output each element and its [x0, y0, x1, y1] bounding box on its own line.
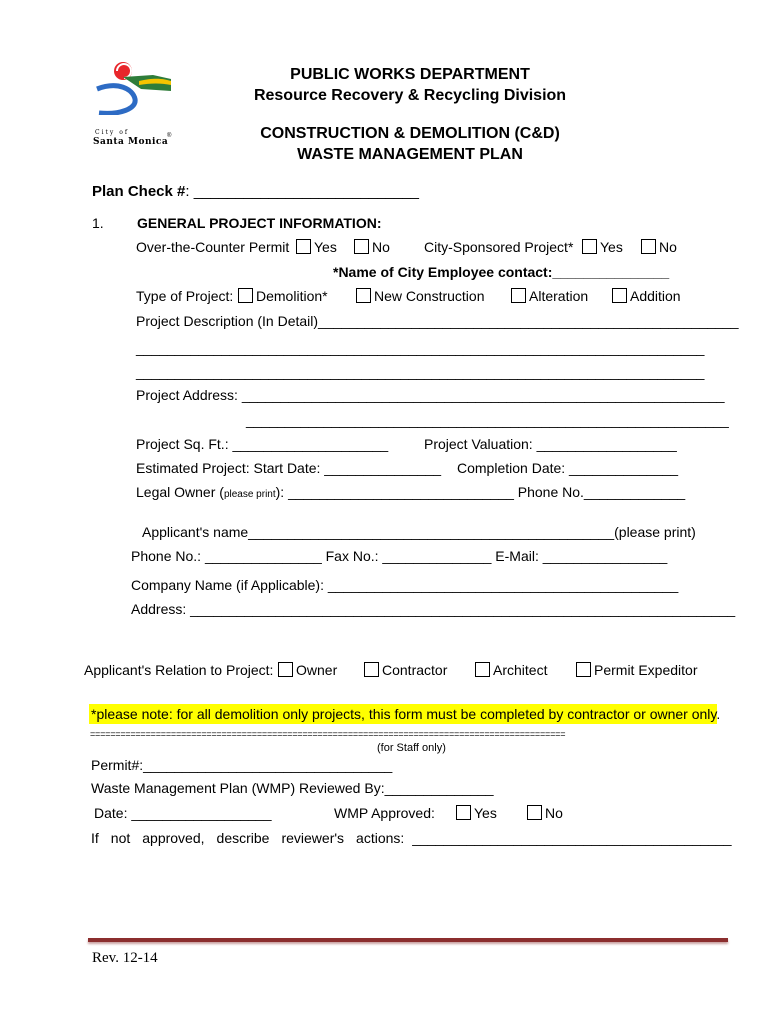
- type-addition-checkbox[interactable]: [612, 288, 627, 303]
- logo-city-of: City of: [95, 129, 130, 136]
- city-yes-checkbox[interactable]: [582, 239, 597, 254]
- type-demolition-option[interactable]: [238, 288, 328, 304]
- plan-check-colon: :: [185, 183, 190, 200]
- reviewer-actions-word: not: [110, 830, 131, 846]
- staff-only-label: (for Staff only): [377, 742, 446, 754]
- otc-no-checkbox[interactable]: [354, 239, 369, 254]
- wmp-yes-option[interactable]: [456, 805, 497, 821]
- type-new-construction-option[interactable]: [356, 288, 485, 304]
- type-alteration-checkbox[interactable]: [511, 288, 526, 303]
- applicant-name-field[interactable]: Applicant's name_______________________________________________(please print): [142, 524, 696, 540]
- relation-owner-option[interactable]: [278, 662, 337, 678]
- employee-contact-field[interactable]: *Name of City Employee contact:_______________: [333, 264, 670, 280]
- otc-no-option[interactable]: [354, 239, 390, 255]
- legal-owner-field[interactable]: [136, 484, 685, 503]
- otc-yes-checkbox[interactable]: [296, 239, 311, 254]
- applicant-contact-field[interactable]: Phone No.: _______________ Fax No.: ______________ E-Mail: ________________: [131, 548, 668, 564]
- project-valuation-field[interactable]: Project Valuation: __________________: [424, 436, 677, 452]
- section-title: GENERAL PROJECT INFORMATION:: [137, 215, 382, 231]
- relation-expeditor-checkbox[interactable]: [576, 662, 591, 677]
- plan-check-label: Plan Check #: [92, 183, 186, 200]
- relation-expeditor-option[interactable]: [576, 662, 697, 678]
- city-yes-option[interactable]: [582, 239, 623, 255]
- type-demolition-label: Demolition*: [256, 288, 328, 304]
- legal-owner-blank: ): _____________________________ Phone No._____________: [275, 484, 686, 500]
- company-name-field[interactable]: Company Name (if Applicable): _____________________________________________: [131, 577, 679, 593]
- division-heading: Resource Recovery & Recycling Division: [253, 87, 567, 104]
- wmp-yes-label: Yes: [474, 805, 497, 821]
- otc-yes-label: Yes: [314, 239, 337, 255]
- reviewer-actions-word: actions:: [356, 830, 405, 846]
- relation-architect-checkbox[interactable]: [475, 662, 490, 677]
- reviewer-actions-word: describe: [216, 830, 270, 846]
- type-new-construction-label: New Construction: [374, 288, 485, 304]
- city-yes-label: Yes: [600, 239, 623, 255]
- legal-owner-print-note: please print: [223, 489, 276, 500]
- wmp-no-option[interactable]: [527, 805, 563, 821]
- wmp-reviewed-field[interactable]: Waste Management Plan (WMP) Reviewed By:______________: [91, 780, 494, 796]
- city-no-option[interactable]: [641, 239, 677, 255]
- city-logo: [93, 55, 183, 150]
- type-demolition-checkbox[interactable]: [238, 288, 253, 303]
- otc-no-label: No: [372, 239, 390, 255]
- type-addition-label: Addition: [630, 288, 681, 304]
- demolition-note: [89, 704, 721, 724]
- city-no-label: No: [659, 239, 677, 255]
- legal-owner-label: Legal Owner (: [136, 484, 224, 500]
- project-description-line3[interactable]: _________________________________________________________________________: [136, 364, 705, 380]
- relation-contractor-checkbox[interactable]: [364, 662, 379, 677]
- reviewer-actions-blank: _________________________________________: [412, 830, 732, 846]
- type-addition-option[interactable]: [612, 288, 681, 304]
- project-address-field[interactable]: Project Address: ______________________________________________________________: [136, 387, 725, 403]
- section-number: 1.: [92, 215, 104, 231]
- footer-rule: [88, 938, 728, 942]
- city-sponsored-label: City-Sponsored Project*: [424, 239, 574, 255]
- type-new-construction-checkbox[interactable]: [356, 288, 371, 303]
- reviewer-actions-field[interactable]: [91, 830, 732, 846]
- staff-divider: ==============================================================================================: [90, 729, 566, 739]
- project-description-field[interactable]: Project Description (In Detail)______________________________________________________: [136, 313, 739, 329]
- relation-label: Applicant's Relation to Project:: [84, 662, 274, 678]
- project-description-line2[interactable]: _________________________________________________________________________: [136, 340, 705, 356]
- wmp-no-label: No: [545, 805, 563, 821]
- wmp-yes-checkbox[interactable]: [456, 805, 471, 820]
- otc-permit-label: Over-the-Counter Permit: [136, 239, 290, 255]
- reviewer-actions-word: approved,: [142, 830, 205, 846]
- city-no-checkbox[interactable]: [641, 239, 656, 254]
- completion-date-field[interactable]: Completion Date: ______________: [457, 460, 679, 476]
- relation-contractor-label: Contractor: [382, 662, 448, 678]
- form-title-line2: WASTE MANAGEMENT PLAN: [297, 146, 523, 163]
- relation-architect-option[interactable]: [475, 662, 547, 678]
- reviewer-actions-word: If: [91, 830, 99, 846]
- permit-number-field[interactable]: Permit#:________________________________: [91, 757, 393, 773]
- review-date-field[interactable]: Date: __________________: [94, 805, 272, 821]
- plan-check-field[interactable]: [92, 184, 419, 200]
- type-alteration-label: Alteration: [529, 288, 589, 304]
- plan-check-blank: ___________________________: [189, 183, 419, 200]
- revision-label: Rev. 12-14: [92, 950, 158, 966]
- project-address-line2[interactable]: ______________________________________________________________: [246, 412, 729, 428]
- demolition-note-text: *please note: for all demolition only projects, this form must be completed by contractor or owner only.: [91, 706, 721, 722]
- applicant-address-field[interactable]: Address: ______________________________________________________________________: [131, 601, 736, 617]
- wmp-approved-label: WMP Approved:: [334, 805, 435, 821]
- start-date-field[interactable]: Estimated Project: Start Date: _______________: [136, 460, 442, 476]
- type-alteration-option[interactable]: [511, 288, 588, 304]
- wmp-no-checkbox[interactable]: [527, 805, 542, 820]
- relation-owner-label: Owner: [296, 662, 338, 678]
- department-heading: PUBLIC WORKS DEPARTMENT: [290, 66, 530, 83]
- reviewer-actions-word: reviewer's: [281, 830, 345, 846]
- form-title-line1: CONSTRUCTION & DEMOLITION (C&D): [260, 125, 560, 142]
- relation-expeditor-label: Permit Expeditor: [594, 662, 698, 678]
- logo-registered-mark: ®: [167, 133, 172, 139]
- relation-contractor-option[interactable]: [364, 662, 447, 678]
- logo-city-name: Santa Monica: [93, 137, 169, 147]
- otc-yes-option[interactable]: [296, 239, 337, 255]
- santa-monica-logo-icon: [93, 55, 173, 115]
- project-sqft-field[interactable]: Project Sq. Ft.: ____________________: [136, 436, 389, 452]
- relation-architect-label: Architect: [493, 662, 548, 678]
- relation-owner-checkbox[interactable]: [278, 662, 293, 677]
- project-type-label: Type of Project:: [136, 288, 234, 304]
